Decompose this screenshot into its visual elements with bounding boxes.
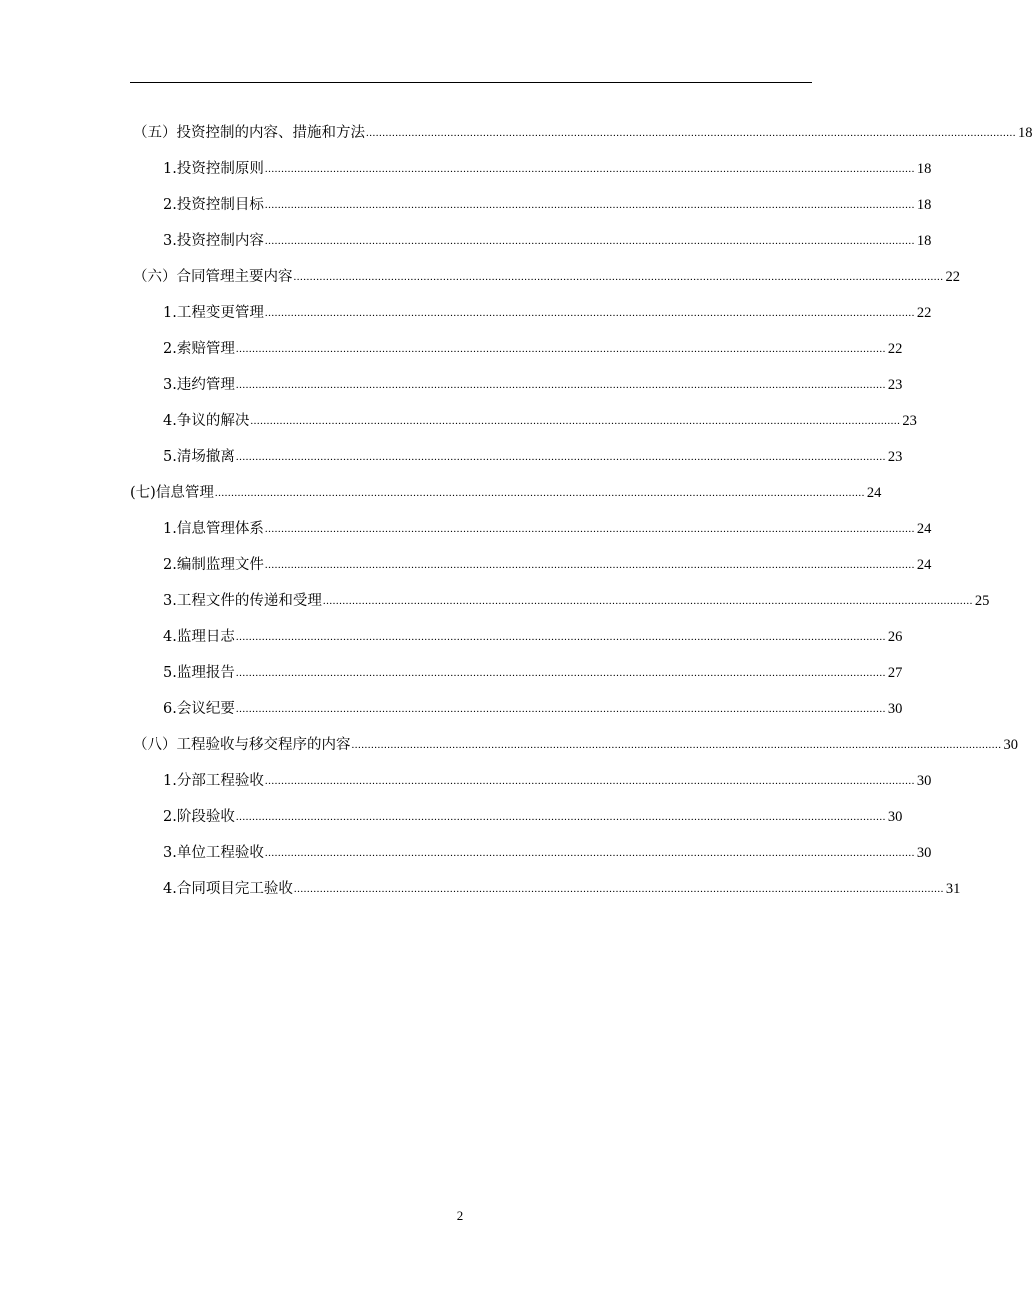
toc-entry[interactable] (163, 838, 932, 862)
toc-entry[interactable] (163, 694, 903, 718)
toc-leader-dots: ........................................................................................................................................................................................................ (235, 343, 886, 355)
toc-entry-page: 30 (916, 773, 932, 789)
toc-leader-dots: ........................................................................................................................................................................................................ (264, 847, 915, 859)
toc-entry-page: 18 (916, 197, 932, 213)
toc-leader-dots: ........................................................................................................................................................................................................ (264, 559, 915, 571)
toc-leader-dots: ........................................................................................................................................................................................................ (293, 271, 944, 283)
toc-entry-title: 1.信息管理体系 (163, 521, 264, 537)
toc-entry[interactable] (163, 406, 917, 430)
toc-leader-dots: ........................................................................................................................................................................................................ (264, 307, 915, 319)
toc-entry-page: 23 (902, 413, 917, 429)
toc-entry[interactable] (133, 118, 1033, 142)
toc-leader-dots: ........................................................................................................................................................................................................ (235, 631, 886, 643)
toc-entry-title: （六）合同管理主要内容 (133, 269, 293, 285)
toc-leader-dots: ........................................................................................................................................................................................................ (264, 235, 915, 247)
page-number: 2 (456, 1208, 464, 1223)
toc-entry-title: 3.单位工程验收 (163, 845, 264, 861)
toc-entry[interactable] (133, 730, 1018, 754)
toc-entry[interactable] (163, 226, 932, 250)
toc-entry[interactable] (163, 874, 961, 898)
toc-leader-dots: ........................................................................................................................................................................................................ (264, 199, 915, 211)
toc-entry-title: 4.争议的解决 (163, 413, 250, 429)
toc-leader-dots: ........................................................................................................................................................................................................ (235, 379, 886, 391)
toc-entry-page: 30 (916, 845, 932, 861)
toc-entry-title: 3.违约管理 (163, 377, 235, 393)
toc-entry[interactable] (163, 334, 903, 358)
toc-entry-page: 26 (887, 629, 903, 645)
toc-entry[interactable] (163, 190, 932, 214)
toc-leader-dots: ........................................................................................................................................................................................................ (264, 163, 915, 175)
toc-entry-page: 23 (887, 377, 903, 393)
toc-entry[interactable] (133, 262, 960, 286)
header-rule (130, 82, 812, 83)
toc-entry-page: 30 (1003, 737, 1018, 753)
toc-entry[interactable] (163, 622, 903, 646)
toc-entry-title: （八）工程验收与移交程序的内容 (133, 737, 351, 753)
toc-entry[interactable] (163, 154, 932, 178)
toc-entry-page: 22 (945, 269, 960, 285)
toc-entry-title: 2.索赔管理 (163, 341, 235, 357)
toc-entry-title: 1.分部工程验收 (163, 773, 264, 789)
toc-entry-title: 4.合同项目完工验收 (163, 881, 293, 897)
toc-entry-title: 2.阶段验收 (163, 809, 235, 825)
toc-entry[interactable] (163, 370, 903, 394)
toc-entry[interactable] (163, 442, 903, 466)
toc-leader-dots: ........................................................................................................................................................................................................ (235, 811, 886, 823)
toc-entry-title: （五）投资控制的内容、措施和方法 (133, 125, 365, 141)
toc-entry-page: 24 (916, 557, 932, 573)
toc-entry-page: 24 (916, 521, 932, 537)
toc-entry-page: 30 (887, 701, 903, 717)
toc-entry-page: 25 (974, 593, 990, 609)
toc-entry-title: 6.会议纪要 (163, 701, 235, 717)
toc-entry-title: 3.投资控制内容 (163, 233, 264, 249)
toc-entry[interactable] (163, 514, 932, 538)
toc-entry-page: 18 (1018, 125, 1033, 141)
toc-leader-dots: ........................................................................................................................................................................................................ (235, 703, 886, 715)
toc-leader-dots: ........................................................................................................................................................................................................ (264, 775, 915, 787)
toc-entry-title: 3.工程文件的传递和受理 (163, 593, 322, 609)
toc-entry[interactable] (163, 658, 903, 682)
toc-entry[interactable] (163, 586, 990, 610)
toc-leader-dots: ........................................................................................................................................................................................................ (264, 523, 915, 535)
toc-leader-dots: ........................................................................................................................................................................................................ (235, 451, 886, 463)
toc-entry-title: 2.投资控制目标 (163, 197, 264, 213)
toc-leader-dots: ........................................................................................................................................................................................................ (351, 739, 1002, 751)
toc-entry-page: 23 (887, 449, 903, 465)
toc-entry-title: 1.投资控制原则 (163, 161, 264, 177)
toc-entry[interactable] (163, 550, 932, 574)
toc-leader-dots: ........................................................................................................................................................................................................ (322, 595, 973, 607)
toc-entry[interactable] (130, 478, 882, 502)
toc-entry[interactable] (163, 298, 932, 322)
toc-entry[interactable] (163, 766, 932, 790)
toc-leader-dots: ........................................................................................................................................................................................................ (250, 415, 901, 427)
toc-entry-page: 22 (887, 341, 903, 357)
toc-entry-title: 4.监理日志 (163, 629, 235, 645)
toc-entry-title: 5.清场撤离 (163, 449, 235, 465)
toc-leader-dots: ........................................................................................................................................................................................................ (293, 883, 944, 895)
toc-entry-title: 5.监理报告 (163, 665, 235, 681)
toc-leader-dots: ........................................................................................................................................................................................................ (214, 487, 865, 499)
toc-entry-page: 30 (887, 809, 903, 825)
toc-entry-page: 22 (916, 305, 932, 321)
toc-entry-title: (七)信息管理 (130, 485, 214, 501)
toc-leader-dots: ........................................................................................................................................................................................................ (366, 127, 1016, 139)
toc-leader-dots: ........................................................................................................................................................................................................ (235, 667, 886, 679)
toc-entry-page: 18 (916, 161, 932, 177)
toc-entry-title: 1.工程变更管理 (163, 305, 264, 321)
toc-entry[interactable] (163, 802, 903, 826)
toc-entry-title: 2.编制监理文件 (163, 557, 264, 573)
toc-entry-page: 27 (887, 665, 903, 681)
toc-entry-page: 18 (916, 233, 932, 249)
toc-entry-page: 31 (945, 881, 961, 897)
toc-entry-page: 24 (866, 485, 882, 501)
